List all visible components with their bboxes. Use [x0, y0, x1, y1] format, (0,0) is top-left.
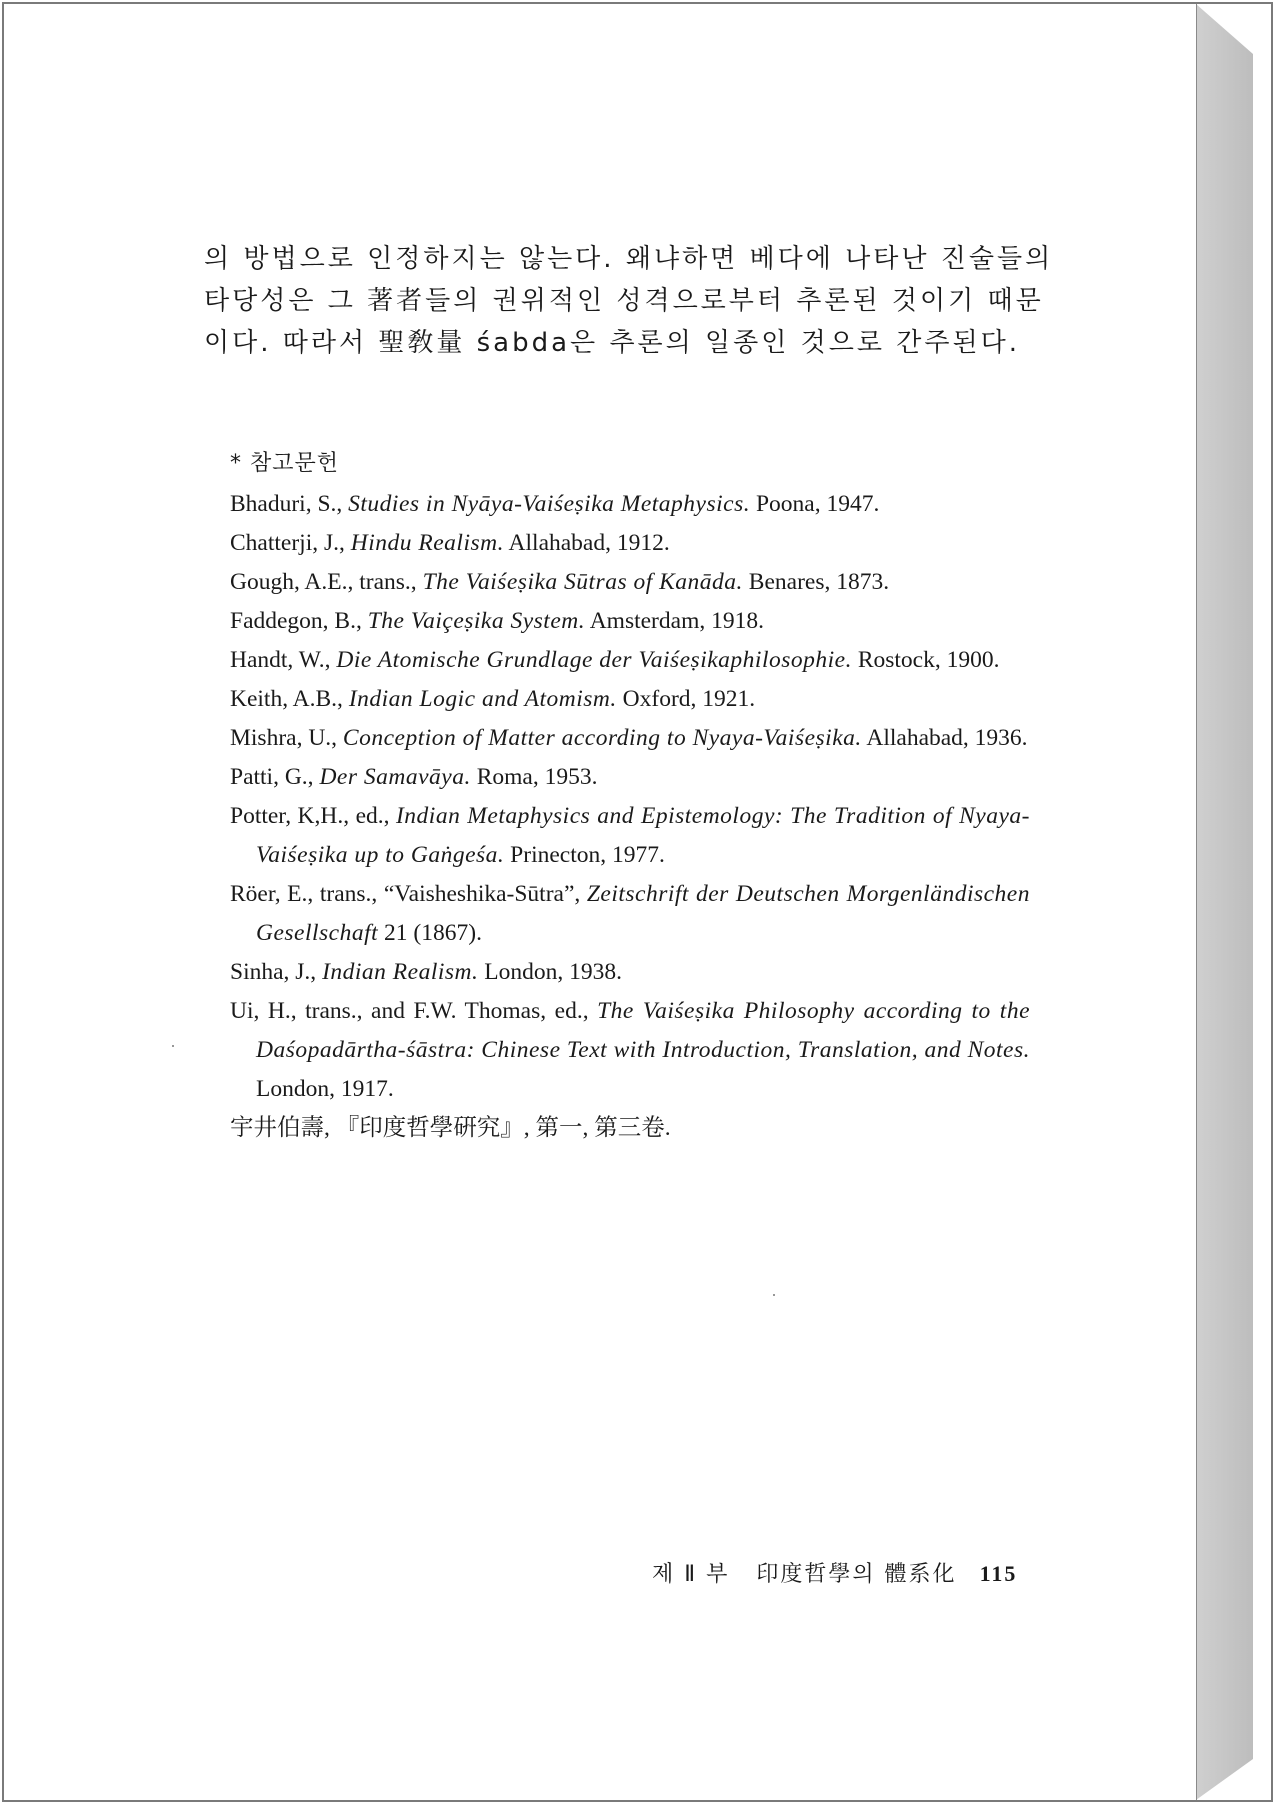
reference-entry — [230, 563, 1030, 602]
reference-author: Röer, E., trans., “Vaisheshika-Sūtra”, — [230, 881, 587, 907]
reference-publication: Benares, 1873. — [742, 569, 890, 595]
reference-publication: Roma, 1953. — [470, 764, 598, 790]
reference-title: Die Atomische Grundlage der Vaiśeṣikaphilosophie. — [336, 647, 852, 673]
reference-entry — [230, 992, 1030, 1109]
body-line: 의 방법으로 인정하지는 않는다. 왜냐하면 베다에 나타난 진술들의 — [204, 244, 1054, 274]
body-line: 타당성은 그 著者들의 권위적인 성격으로부터 추론된 것이기 때문 — [204, 286, 1044, 316]
reference-title: The Vaiśeṣika Philosophy according to the Daśopadārtha-śāstra: Chinese Text with Introduction, Translation, and Notes. — [256, 998, 1030, 1063]
reference-publication: Amsterdam, 1918. — [585, 608, 764, 634]
reference-author: Faddegon, B., — [230, 608, 368, 634]
reference-author: Keith, A.B., — [230, 686, 349, 712]
page-number: 115 — [979, 1561, 1018, 1586]
reference-publication: 21 (1867). — [378, 920, 482, 946]
reference-author: Ui, H., trans., and F.W. Thomas, ed., — [230, 998, 598, 1024]
reference-publication: Rostock, 1900. — [851, 647, 1000, 673]
reference-title: Conception of Matter according to Nyaya-Vaiśeṣika. — [342, 725, 862, 751]
page-edge-shadow — [1196, 4, 1253, 1800]
reference-publication: London, 1917. — [256, 1076, 394, 1102]
page-edge-line — [1196, 4, 1197, 1800]
reference-author: Gough, A.E., trans., — [230, 569, 423, 595]
reference-title: Hindu Realism. — [350, 530, 504, 556]
reference-entry — [230, 758, 1030, 797]
scan-speck — [773, 1294, 775, 1296]
scan-speck — [172, 1045, 174, 1047]
reference-publication: Prinecton, 1977. — [504, 842, 665, 868]
reference-author: Chatterji, J., — [230, 530, 351, 556]
reference-entry — [230, 680, 1030, 719]
reference-publication: Allahabad, 1936. — [861, 725, 1028, 751]
reference-entry — [230, 602, 1030, 641]
reference-title: Studies in Nyāya-Vaiśeṣika Metaphysics. — [348, 491, 751, 517]
body-line: 이다. 따라서 聖敎量 śabda은 추론의 일종인 것으로 간주된다. — [204, 328, 1021, 358]
reference-author: Handt, W., — [230, 647, 337, 673]
body-paragraph — [204, 238, 1054, 364]
reference-title: Indian Metaphysics and Epistemology: The Tradition of Nyaya-Vaiśeṣika up to Gaṅgeśa. — [256, 803, 1030, 868]
reference-author: Bhaduri, S., — [230, 491, 349, 517]
reference-author: Patti, G., — [230, 764, 320, 790]
reference-author: Mishra, U., — [230, 725, 343, 751]
reference-entry — [230, 719, 1030, 758]
reference-title: The Vaiçeṣika System. — [367, 608, 586, 634]
reference-author: Sinha, J., — [230, 959, 323, 985]
reference-entry — [230, 485, 1030, 524]
reference-entry — [230, 875, 1030, 953]
references-list — [230, 485, 1030, 1148]
reference-title: Indian Logic and Atomism. — [348, 686, 617, 712]
reference-entry — [230, 797, 1030, 875]
reference-title: The Vaiśeṣika Sūtras of Kanāda. — [422, 569, 743, 595]
reference-title: Der Samavāya. — [319, 764, 471, 790]
footer-part: 제 Ⅱ 부 — [652, 1562, 730, 1587]
footer-chapter: 印度哲學의 體系化 — [756, 1562, 957, 1587]
reference-publication: Poona, 1947. — [750, 491, 880, 517]
references-section — [230, 444, 1030, 1148]
reference-author: Potter, K,H., ed., — [230, 803, 396, 829]
reference-entry — [230, 1109, 1030, 1148]
reference-entry — [230, 641, 1030, 680]
references-heading: * 참고문헌 — [230, 451, 340, 476]
reference-title: Indian Realism. — [322, 959, 479, 985]
reference-title: Zeitschrift der Deutschen Morgenländischen Gesellschaft — [256, 881, 1030, 946]
reference-publication: Allahabad, 1912. — [503, 530, 670, 556]
reference-entry — [230, 524, 1030, 563]
running-footer — [652, 1557, 1017, 1588]
reference-publication: London, 1938. — [478, 959, 622, 985]
reference-publication: Oxford, 1921. — [616, 686, 756, 712]
reference-author: 宇井伯壽, 『印度哲學硏究』, 第一, 第三卷. — [230, 1115, 671, 1141]
reference-entry — [230, 953, 1030, 992]
